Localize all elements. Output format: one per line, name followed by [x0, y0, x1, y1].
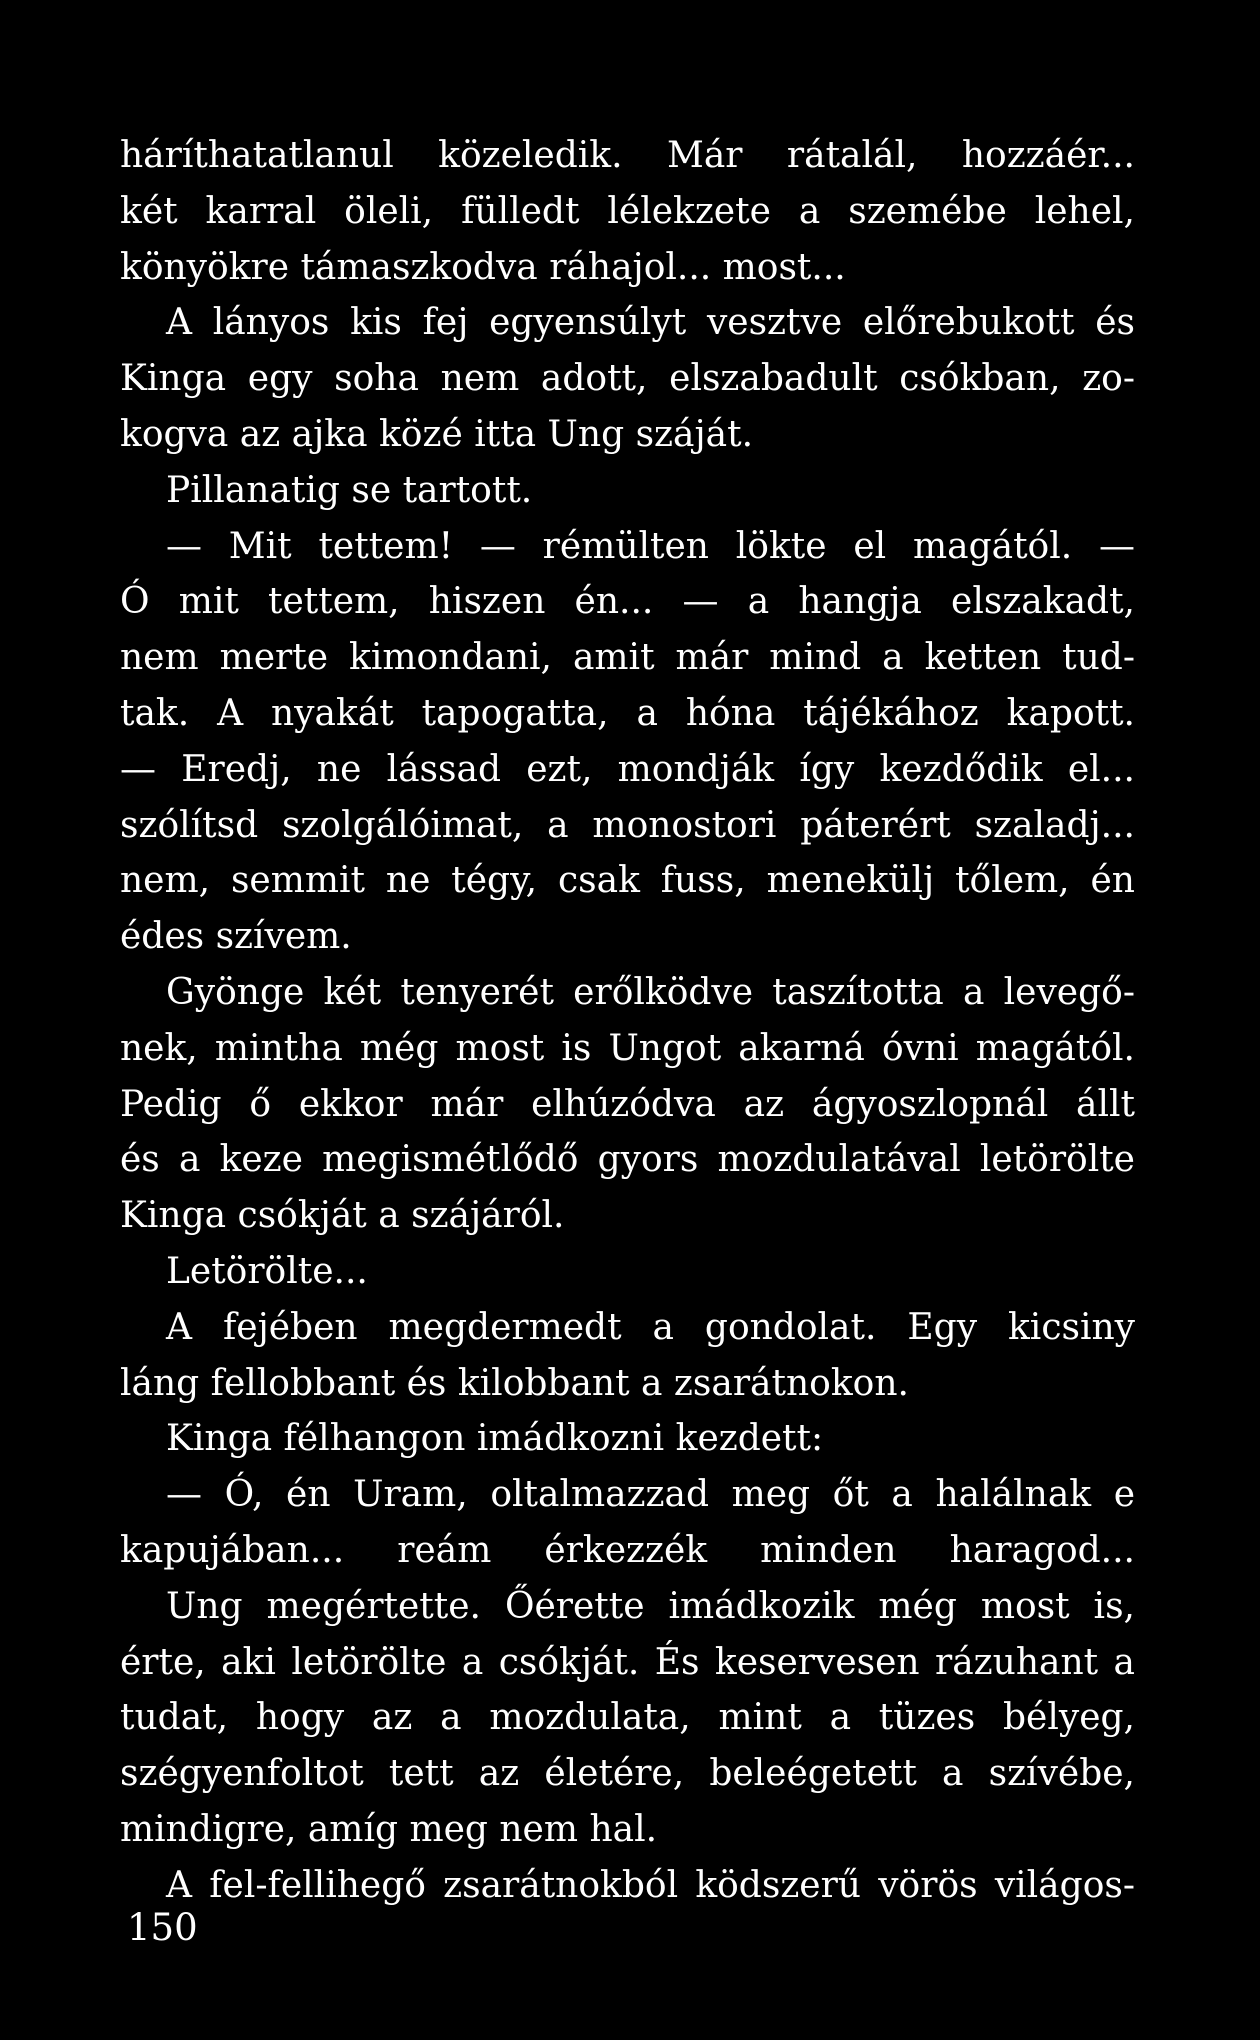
text-line: nem merte kimondani, amit már mind a ketten tud- [120, 637, 1135, 679]
text-line: A lányos kis fej egyensúlyt vesztve előrebukott és [166, 302, 1135, 344]
text-line: szólítsd szolgálóimat, a monostori páterért szaladj... [120, 804, 1135, 846]
text-line: érte, aki letörölte a csókját. És keservesen rázuhant a [120, 1641, 1135, 1683]
text-line: nem, semmit ne tégy, csak fuss, menekülj tőlem, én [120, 860, 1135, 902]
text-line: Gyönge két tenyerét erőlködve taszította a levegő- [166, 971, 1135, 1013]
text-line: Kinga csókját a szájáról. [120, 1195, 565, 1237]
text-line: tudat, hogy az a mozdulata, mint a tüzes bélyeg, [120, 1697, 1135, 1739]
body-text [120, 128, 1135, 1914]
text-line: Ó mit tettem, hiszen én... — a hangja elszakadt, [120, 581, 1135, 623]
text-line: tak. A nyakát tapogatta, a hóna tájékához kapott. [120, 692, 1135, 734]
text-line: nek, mintha még most is Ungot akarná óvni magától. [120, 1027, 1135, 1069]
text-line: A fel-fellihegő zsarátnokból ködszerű vörös világos- [166, 1864, 1135, 1906]
text-line: két karral öleli, fülledt lélekzete a szemébe lehel, [120, 190, 1135, 232]
text-line: — Mit tettem! — rémülten lökte el magától. — [166, 525, 1135, 567]
page-number: 150 [127, 1906, 198, 1949]
text-line: háríthatatlanul közeledik. Már rátalál, hozzáér... [120, 135, 1135, 176]
text-line: kogva az ajka közé itta Ung száját. [120, 413, 754, 455]
text-line: Kinga félhangon imádkozni kezdett: [166, 1418, 824, 1460]
text-line: láng fellobbant és kilobbant a zsarátnokon. [120, 1362, 909, 1404]
text-line: és a keze megismétlődő gyors mozdulatával letörölte [120, 1139, 1135, 1181]
text-line: Pillanatig se tartott. [166, 469, 533, 511]
text-line: kapujában... reám érkezzék minden haragod... [120, 1529, 1135, 1571]
text-line: A fejében megdermedt a gondolat. Egy kicsiny [166, 1306, 1135, 1348]
text-line: — Eredj, ne lássad ezt, mondják így kezdődik el... [120, 748, 1135, 790]
text-line: édes szívem. [120, 916, 352, 958]
text-line: szégyenfoltot tett az életére, beleégetett a szívébe, [120, 1753, 1135, 1795]
text-line: Kinga egy soha nem adott, elszabadult csókban, zo- [120, 358, 1135, 400]
text-line: mindigre, amíg meg nem hal. [120, 1808, 658, 1850]
text-line: Letörölte... [166, 1250, 368, 1292]
text-line: — Ó, én Uram, oltalmazzad meg őt a halálnak e [166, 1474, 1135, 1516]
text-line: könyökre támaszkodva ráhajol... most... [120, 246, 846, 288]
text-line: Pedig ő ekkor már elhúzódva az ágyoszlopnál állt [120, 1083, 1135, 1125]
text-line: Ung megértette. Őérette imádkozik még most is, [166, 1585, 1135, 1627]
